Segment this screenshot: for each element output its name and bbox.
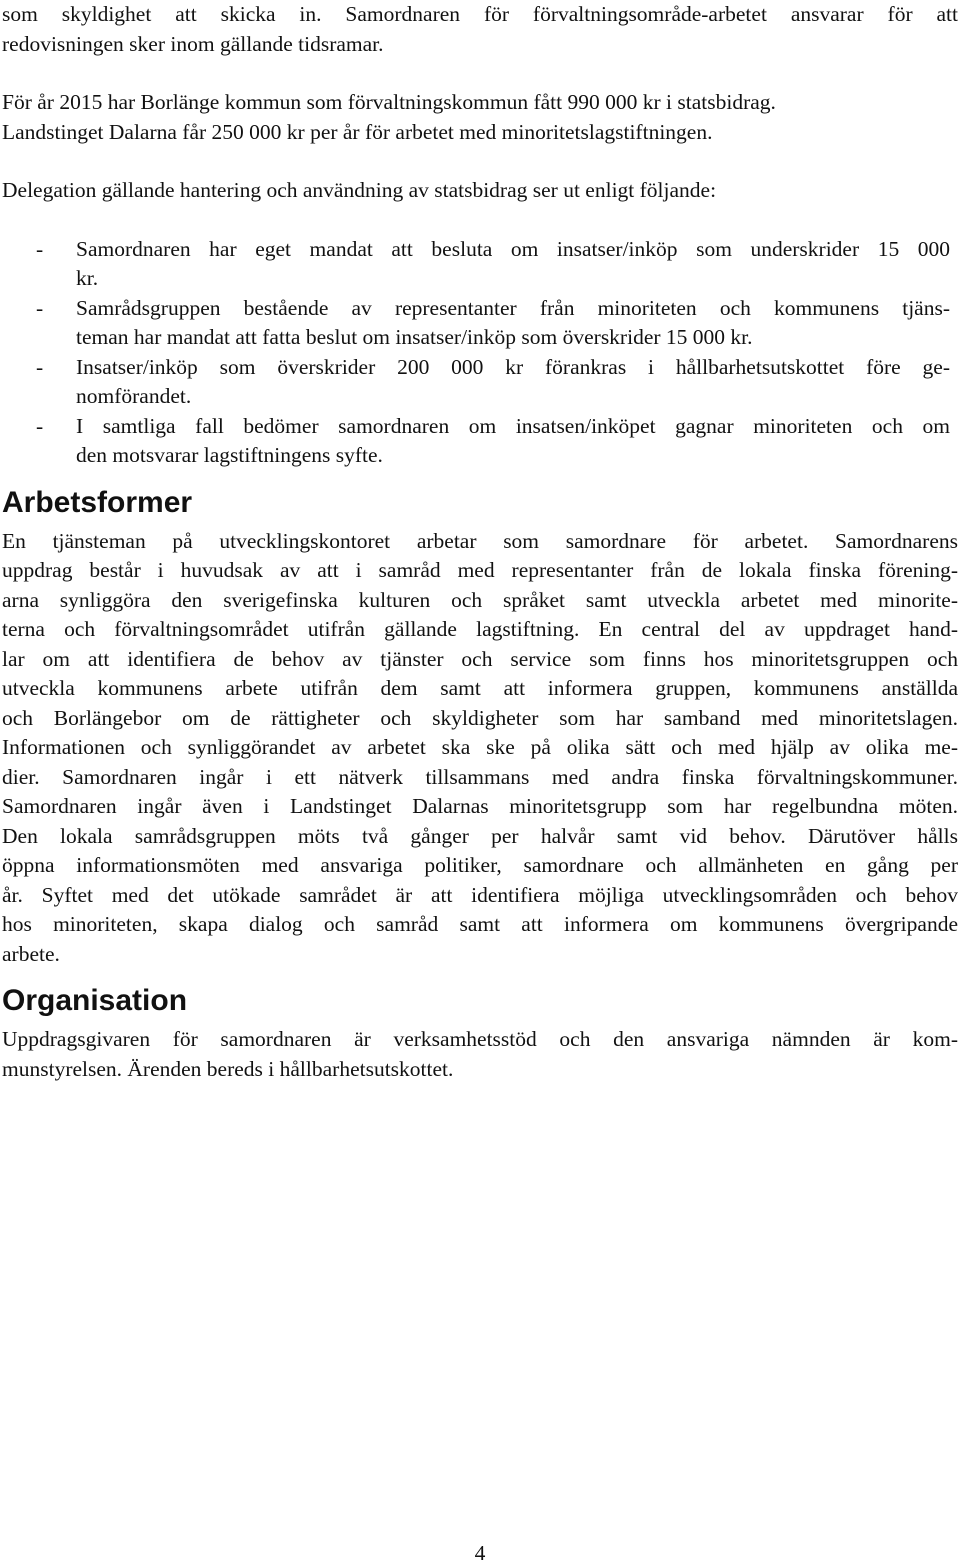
text-line: Samordnaren har eget mandat att besluta om insatser/inköp som underskrider 15 000 bbox=[76, 236, 950, 261]
list-item bbox=[2, 235, 958, 294]
text-line: arna synliggöra den sverigefinska kulturen och språket samt utveckla arbetet med minorite- bbox=[2, 587, 958, 612]
funding-paragraph bbox=[2, 88, 958, 147]
text-line: och Borlängebor om de rättigheter och skyldigheter som har samband med minoritetslagen. bbox=[2, 705, 958, 730]
text-line: Landstinget Dalarna får 250 000 kr per år för arbetet med minoritetslagstiftningen. bbox=[2, 119, 713, 144]
text-line: nomförandet. bbox=[76, 384, 192, 408]
list-item bbox=[2, 294, 958, 353]
text-line: Uppdragsgivaren för samordnaren är verksamhetsstöd och den ansvariga nämnden är kom- bbox=[2, 1027, 958, 1051]
text-line: Delegation gällande hantering och användning av statsbidrag ser ut enligt följande: bbox=[2, 178, 717, 202]
arbetsformer-paragraph bbox=[2, 527, 958, 970]
text-line: hos minoriteten, skapa dialog och samråd samt att informera om kommunens övergripande bbox=[2, 912, 958, 936]
text-line: teman har mandat att fatta beslut om insatser/inköp som överskrider 15 000 kr. bbox=[76, 325, 753, 349]
list-dash: - bbox=[36, 354, 44, 379]
text-line: Insatser/inköp som överskrider 200 000 kr förankras i hållbarhetsutskottet före ge- bbox=[76, 354, 950, 379]
list-item bbox=[2, 412, 958, 471]
section-heading-organisation: Organisation bbox=[2, 984, 188, 1017]
text-line: Samordnaren ingår även i Landstinget Dalarnas minoritetsgrupp som har regelbundna möten. bbox=[2, 794, 958, 818]
text-line: munstyrelsen. Ärenden bereds i hållbarhetsutskottet. bbox=[2, 1056, 454, 1081]
text-line: uppdrag består i huvudsak av att i samråd med representanter från de lokala finska förening- bbox=[2, 558, 958, 582]
text-line: Samrådsgruppen bestående av representanter från minoriteten och kommunens tjäns- bbox=[76, 295, 950, 320]
document-page bbox=[2, 0, 958, 1084]
text-line: Informationen och synliggörandet av arbetet ska ske på olika sätt och med hjälp av olika me- bbox=[2, 735, 958, 759]
delegation-intro bbox=[2, 176, 958, 206]
delegation-list bbox=[2, 235, 958, 471]
text-line: lar om att identifiera de behov av tjänster och service som finns hos minoritetsgruppen och bbox=[2, 646, 958, 671]
text-line: utveckla kommunens arbete utifrån dem samt att informera gruppen, kommunens anställda bbox=[2, 676, 958, 700]
section-heading-arbetsformer: Arbetsformer bbox=[2, 485, 193, 519]
text-line: I samtliga fall bedömer samordnaren om insatsen/inköpet gagnar minoriteten och om bbox=[76, 413, 950, 438]
text-line: kr. bbox=[76, 266, 99, 290]
text-line: arbete. bbox=[2, 941, 60, 966]
text-line: För år 2015 har Borlänge kommun som förvaltningskommun fått 990 000 kr i statsbidrag. bbox=[2, 90, 776, 114]
text-line: redovisningen sker inom gällande tidsramar. bbox=[2, 31, 384, 56]
list-item bbox=[2, 353, 958, 412]
text-line: öppna informationsmöten med ansvariga politiker, samordnare och allmänheten en gång per bbox=[2, 853, 958, 877]
text-line: som skyldighet att skicka in. Samordnaren för förvaltningsområde-arbetet ansvarar för att bbox=[2, 2, 958, 26]
text-line: terna och förvaltningsområdet utifrån gällande lagstiftning. En central del av uppdraget hand- bbox=[2, 617, 958, 641]
text-line: Den lokala samrådsgruppen möts två gånger per halvår samt vid behov. Därutöver hålls bbox=[2, 823, 958, 848]
text-line: En tjänsteman på utvecklingskontoret arbetar som samordnare för arbetet. Samordnarens bbox=[2, 528, 958, 553]
organisation-paragraph bbox=[2, 1025, 958, 1084]
list-dash: - bbox=[36, 413, 44, 438]
text-line: år. Syftet med det utökade samrådet är att identifiera möjliga utvecklingsområden och behov bbox=[2, 882, 958, 907]
intro-paragraph bbox=[2, 0, 958, 59]
page-number: 4 bbox=[474, 1541, 486, 1565]
text-line: den motsvarar lagstiftningens syfte. bbox=[76, 443, 383, 467]
text-line: dier. Samordnaren ingår i ett nätverk tillsammans med andra finska förvaltningskommuner. bbox=[2, 764, 958, 789]
list-dash: - bbox=[36, 295, 44, 320]
list-dash: - bbox=[36, 236, 44, 261]
